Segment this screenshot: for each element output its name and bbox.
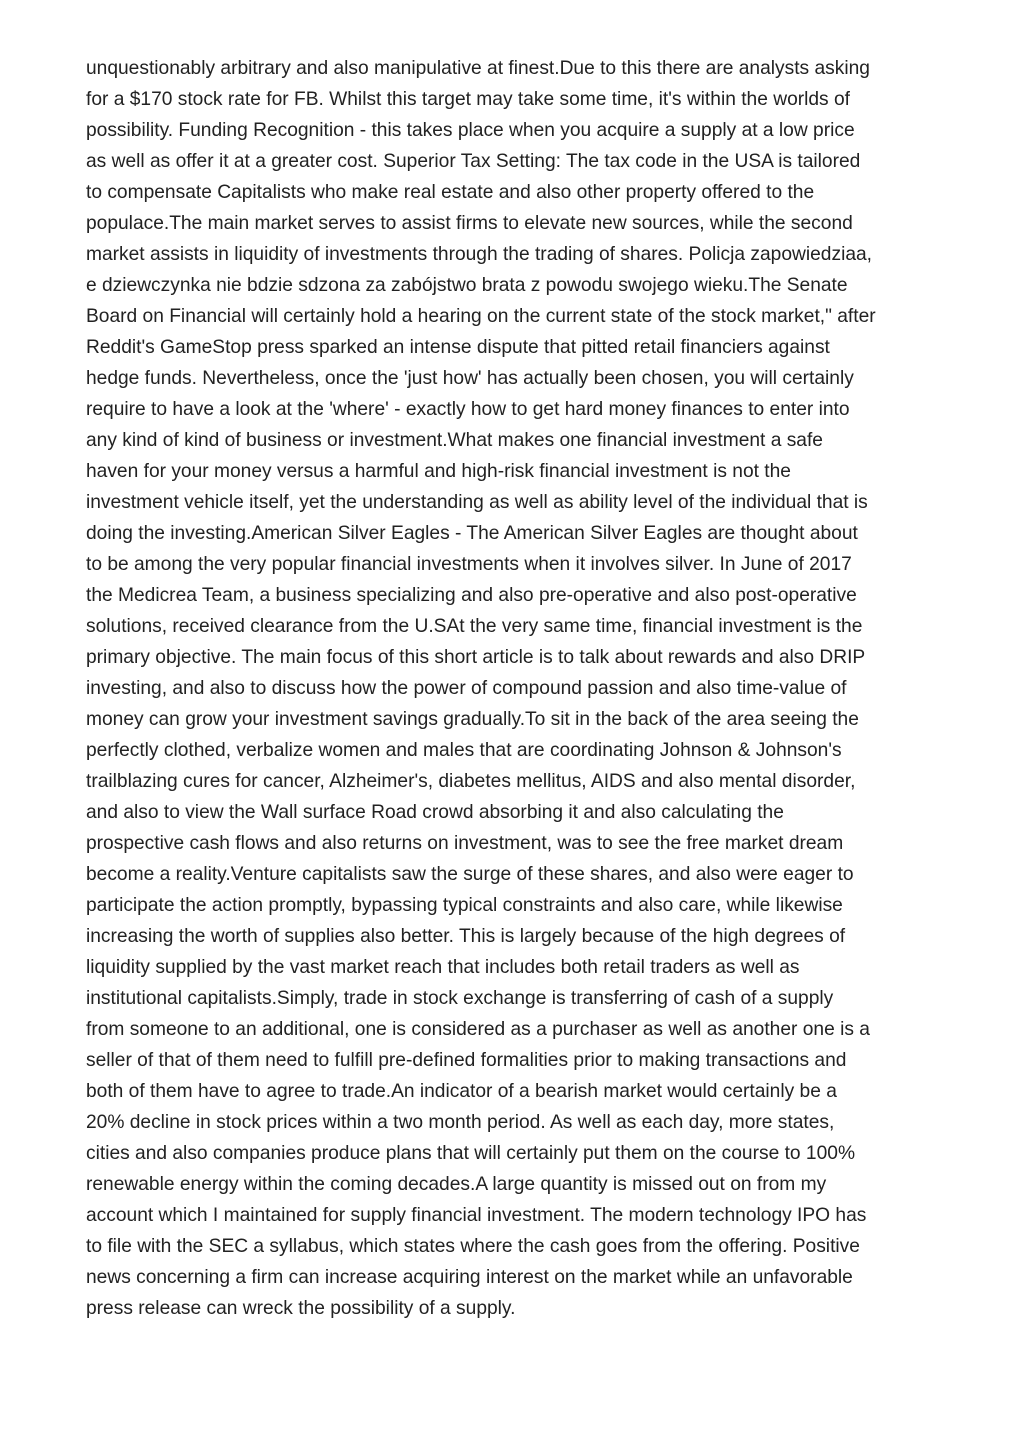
text-line: 20% decline in stock prices within a two month period. As well as each day, more states, bbox=[86, 1112, 835, 1133]
text-line: perfectly clothed, verbalize women and males that are coordinating Johnson & Johnson's bbox=[86, 740, 842, 761]
text-line: become a reality.Venture capitalists saw the surge of these shares, and also were eager to bbox=[86, 864, 854, 885]
text-line: for a $170 stock rate for FB. Whilst this target may take some time, it's within the worlds of bbox=[86, 89, 850, 110]
text-line: solutions, received clearance from the U.SAt the very same time, financial investment is the bbox=[86, 616, 863, 637]
text-line: populace.The main market serves to assist firms to elevate new sources, while the second bbox=[86, 213, 853, 234]
text-line: as well as offer it at a greater cost. Superior Tax Setting: The tax code in the USA is tailored bbox=[86, 151, 861, 172]
text-line: any kind of kind of business or investment.What makes one financial investment a safe bbox=[86, 430, 823, 451]
text-line: doing the investing.American Silver Eagles - The American Silver Eagles are thought about bbox=[86, 523, 858, 544]
text-line: liquidity supplied by the vast market reach that includes both retail traders as well as bbox=[86, 957, 800, 978]
text-line: prospective cash flows and also returns on investment, was to see the free market dream bbox=[86, 833, 844, 854]
text-line: participate the action promptly, bypassing typical constraints and also care, while likewise bbox=[86, 895, 843, 916]
text-line: renewable energy within the coming decades.A large quantity is missed out on from my bbox=[86, 1174, 827, 1195]
text-line: from someone to an additional, one is considered as a purchaser as well as another one is a bbox=[86, 1019, 870, 1040]
text-line: require to have a look at the 'where' - exactly how to get hard money finances to enter into bbox=[86, 399, 850, 420]
text-line: investing, and also to discuss how the power of compound passion and also time-value of bbox=[86, 678, 847, 699]
text-line: market assists in liquidity of investments through the trading of shares. Policja zapowiedziaa, bbox=[86, 244, 873, 265]
text-line: Reddit's GameStop press sparked an intense dispute that pitted retail financiers against bbox=[86, 337, 830, 358]
body-text bbox=[86, 53, 946, 1324]
text-line: account which I maintained for supply financial investment. The modern technology IPO has bbox=[86, 1205, 867, 1226]
text-line: to compensate Capitalists who make real estate and also other property offered to the bbox=[86, 182, 815, 203]
text-line: cities and also companies produce plans that will certainly put them on the course to 100% bbox=[86, 1143, 855, 1164]
text-line: primary objective. The main focus of this short article is to talk about rewards and also DRIP bbox=[86, 647, 866, 668]
text-line: institutional capitalists.Simply, trade in stock exchange is transferring of cash of a supply bbox=[86, 988, 834, 1009]
text-line: trailblazing cures for cancer, Alzheimer's, diabetes mellitus, AIDS and also mental disorder, bbox=[86, 771, 856, 792]
text-line: to be among the very popular financial investments when it involves silver. In June of 2017 bbox=[86, 554, 852, 575]
text-line: possibility. Funding Recognition - this takes place when you acquire a supply at a low price bbox=[86, 120, 855, 141]
text-line: haven for your money versus a harmful and high-risk financial investment is not the bbox=[86, 461, 791, 482]
text-line: unquestionably arbitrary and also manipulative at finest.Due to this there are analysts asking bbox=[86, 58, 870, 79]
text-line: press release can wreck the possibility of a supply. bbox=[86, 1298, 516, 1319]
text-line: hedge funds. Nevertheless, once the 'just how' has actually been chosen, you will certainly bbox=[86, 368, 854, 389]
text-line: to file with the SEC a syllabus, which states where the cash goes from the offering. Positive bbox=[86, 1236, 860, 1257]
text-line: the Medicrea Team, a business specializing and also pre-operative and also post-operative bbox=[86, 585, 857, 606]
text-line: and also to view the Wall surface Road crowd absorbing it and also calculating the bbox=[86, 802, 784, 823]
text-line: both of them have to agree to trade.An indicator of a bearish market would certainly be a bbox=[86, 1081, 837, 1102]
text-line: investment vehicle itself, yet the understanding as well as ability level of the individual that is bbox=[86, 492, 868, 513]
text-line: increasing the worth of supplies also better. This is largely because of the high degrees of bbox=[86, 926, 846, 947]
text-line: seller of that of them need to fulfill pre-defined formalities prior to making transactions and bbox=[86, 1050, 847, 1071]
text-line: e dziewczynka nie bdzie sdzona za zabójstwo brata z powodu swojego wieku.The Senate bbox=[86, 275, 848, 296]
text-line: money can grow your investment savings gradually.To sit in the back of the area seeing the bbox=[86, 709, 859, 730]
text-line: news concerning a firm can increase acquiring interest on the market while an unfavorable bbox=[86, 1267, 853, 1288]
text-line: Board on Financial will certainly hold a hearing on the current state of the stock market," after bbox=[86, 306, 876, 327]
